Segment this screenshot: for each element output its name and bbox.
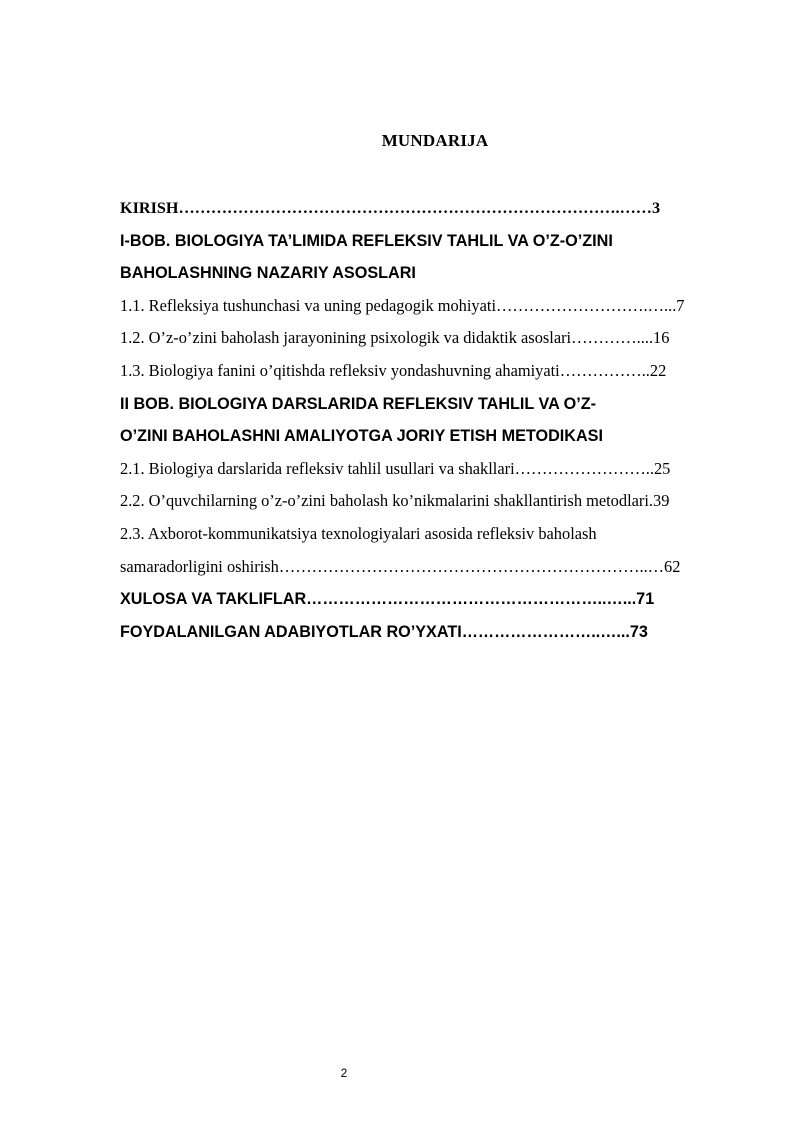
toc-entry-kirish: KIRISH……………………………………………………………………….……3 (120, 199, 661, 217)
toc-chapter-2-heading-line-1: II BOB. BIOLOGIYA DARSLARIDA REFLEKSIV TAHLIL VA O’Z- (120, 394, 597, 413)
toc-entry-2-3-line-2: samaradorligini oshirish…………………………………………………………..…62 (120, 556, 681, 576)
toc-entry-1-2: 1.2. O’z-o’zini baholash jarayonining psixologik va didaktik asoslari…………....16 (120, 328, 670, 348)
page-title: MUNDARIJA (381, 131, 489, 150)
toc-entry-2-2: 2.2. O’quvchilarning o’z-o’zini baholash ko’nikmalarini shakllantirish metodlari.39 (120, 491, 670, 511)
toc-chapter-2-heading-line-2: O’ZINI BAHOLASHNI AMALIYOTGA JORIY ETISH METODIKASI (120, 427, 603, 446)
toc-entry-adabiyotlar: FOYDALANILGAN ADABIYOTLAR RO’YXATI……………………..…...73 (120, 622, 648, 641)
toc-entry-xulosa: XULOSA VA TAKLIFLAR………………………………………………..…...71 (120, 590, 655, 609)
toc-chapter-1-heading-line-1: I-BOB. BIOLOGIYA TA’LIMIDA REFLEKSIV TAHLIL VA O’Z-O’ZINI (120, 231, 613, 250)
toc-entry-1-1: 1.1. Refleksiya tushunchasi va uning pedagogik mohiyati……………………….…...7 (120, 295, 685, 315)
page-number: 2 (340, 1066, 348, 1080)
table-of-contents (120, 192, 752, 648)
toc-chapter-1-heading-line-2: BAHOLASHNING NAZARIY ASOSLARI (120, 264, 416, 283)
toc-entry-2-3-line-1: 2.3. Axborot-kommunikatsiya texnologiyalari asosida refleksiv baholash (120, 523, 597, 543)
toc-entry-1-3: 1.3. Biologiya fanini o’qitishda refleksiv yondashuvning ahamiyati……………..22 (120, 360, 667, 380)
toc-entry-2-1: 2.1. Biologiya darslarida refleksiv tahlil usullari va shakllari……………………..25 (120, 458, 671, 478)
